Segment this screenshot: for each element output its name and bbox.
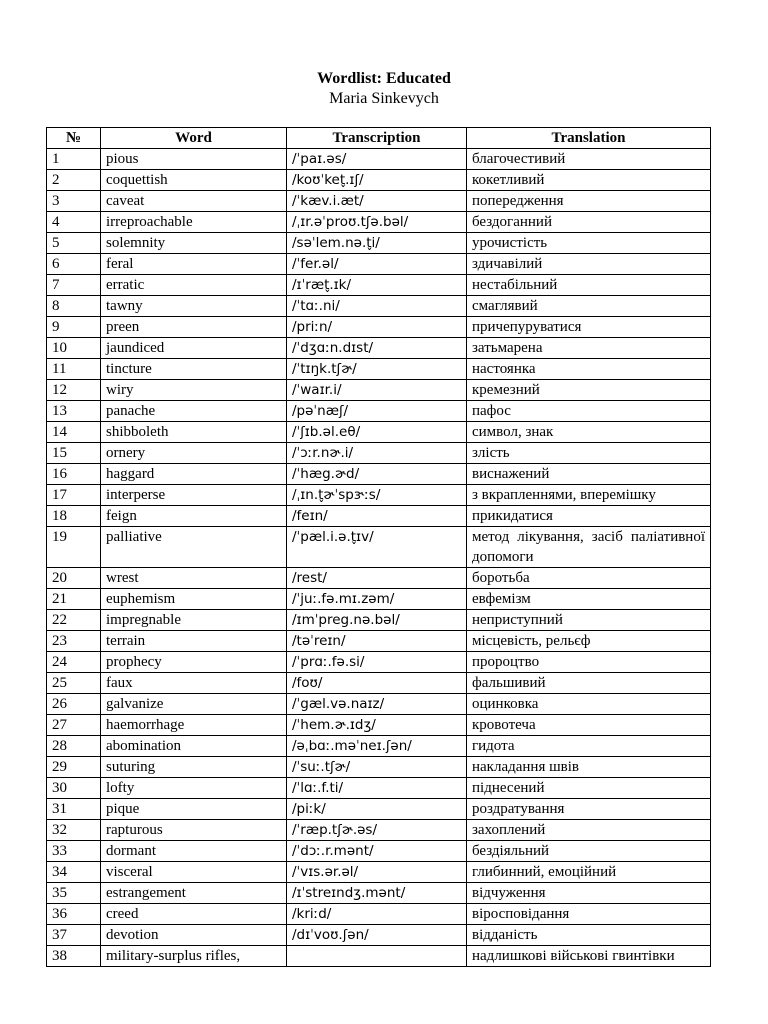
row-transcription: /kriːd/	[287, 904, 467, 925]
table-row	[47, 778, 711, 799]
row-word: visceral	[101, 862, 287, 883]
row-word: feign	[101, 506, 287, 527]
row-word: terrain	[101, 631, 287, 652]
row-number: 18	[47, 506, 101, 527]
table-row	[47, 568, 711, 589]
row-number: 2	[47, 170, 101, 191]
row-translation: відданість	[467, 925, 711, 946]
row-word: preen	[101, 317, 287, 338]
row-translation: накладання швів	[467, 757, 711, 778]
table-row	[47, 191, 711, 212]
row-transcription: /ɪˈræt̬.ɪk/	[287, 275, 467, 296]
table-row	[47, 422, 711, 443]
row-number: 5	[47, 233, 101, 254]
row-translation: кремезний	[467, 380, 711, 401]
table-row	[47, 904, 711, 925]
row-number: 11	[47, 359, 101, 380]
row-translation: оцинковка	[467, 694, 711, 715]
row-transcription: /feɪn/	[287, 506, 467, 527]
table-row	[47, 673, 711, 694]
row-word: coquettish	[101, 170, 287, 191]
row-word: ornery	[101, 443, 287, 464]
row-number: 14	[47, 422, 101, 443]
table-row	[47, 925, 711, 946]
row-number: 20	[47, 568, 101, 589]
row-word: creed	[101, 904, 287, 925]
row-transcription: /ˈʃɪb.əl.eθ/	[287, 422, 467, 443]
table-row	[47, 820, 711, 841]
row-translation: настоянка	[467, 359, 711, 380]
document-title: Wordlist: Educated	[317, 70, 451, 87]
table-row	[47, 170, 711, 191]
row-number: 24	[47, 652, 101, 673]
row-translation: здичавілий	[467, 254, 711, 275]
row-word: rapturous	[101, 820, 287, 841]
row-transcription: /əˌbɑː.məˈneɪ.ʃən/	[287, 736, 467, 757]
row-number: 38	[47, 946, 101, 967]
table-row	[47, 757, 711, 778]
row-word: haggard	[101, 464, 287, 485]
table-row	[47, 338, 711, 359]
row-word: panache	[101, 401, 287, 422]
table-row	[47, 799, 711, 820]
table-row	[47, 359, 711, 380]
table-row	[47, 694, 711, 715]
row-translation: бездоганний	[467, 212, 711, 233]
row-word: suturing	[101, 757, 287, 778]
table-body	[47, 149, 711, 967]
table-row	[47, 380, 711, 401]
row-transcription: /səˈlem.nə.t̬i/	[287, 233, 467, 254]
table-row	[47, 296, 711, 317]
table-row	[47, 317, 711, 338]
row-number: 19	[47, 527, 101, 568]
row-word: erratic	[101, 275, 287, 296]
row-transcription: /ˈlɑː.f.ti/	[287, 778, 467, 799]
row-word: euphemism	[101, 589, 287, 610]
row-transcription: /ˈtɪŋk.tʃɚ/	[287, 359, 467, 380]
row-translation: захоплений	[467, 820, 711, 841]
row-translation: глибинний, емоційний	[467, 862, 711, 883]
table-row	[47, 254, 711, 275]
table-row	[47, 149, 711, 170]
row-number: 27	[47, 715, 101, 736]
row-number: 8	[47, 296, 101, 317]
row-number: 9	[47, 317, 101, 338]
table-row	[47, 736, 711, 757]
row-transcription: /piːk/	[287, 799, 467, 820]
table-row	[47, 233, 711, 254]
row-transcription: /ˈhem.ɚ.ɪdʒ/	[287, 715, 467, 736]
row-transcription: /ɪmˈpreg.nə.bəl/	[287, 610, 467, 631]
row-translation: бездіяльний	[467, 841, 711, 862]
row-transcription: /ˈprɑː.fə.si/	[287, 652, 467, 673]
row-translation: причепуруватися	[467, 317, 711, 338]
table-row	[47, 883, 711, 904]
row-word: palliative	[101, 527, 287, 568]
table-row	[47, 841, 711, 862]
row-transcription: /ˈpæl.i.ə.t̬ɪv/	[287, 527, 467, 568]
row-number: 16	[47, 464, 101, 485]
row-word: wrest	[101, 568, 287, 589]
row-number: 13	[47, 401, 101, 422]
row-number: 29	[47, 757, 101, 778]
row-translation: евфемізм	[467, 589, 711, 610]
row-word: impregnable	[101, 610, 287, 631]
row-number: 26	[47, 694, 101, 715]
row-translation: пророцтво	[467, 652, 711, 673]
row-translation: боротьба	[467, 568, 711, 589]
row-word: interperse	[101, 485, 287, 506]
table-row	[47, 862, 711, 883]
row-translation: пафос	[467, 401, 711, 422]
row-word: devotion	[101, 925, 287, 946]
row-word: shibboleth	[101, 422, 287, 443]
row-word: irreproachable	[101, 212, 287, 233]
row-number: 33	[47, 841, 101, 862]
row-translation: прикидатися	[467, 506, 711, 527]
row-transcription: /ˈvɪs.ər.əl/	[287, 862, 467, 883]
row-number: 4	[47, 212, 101, 233]
header-number: №	[47, 128, 101, 149]
row-number: 31	[47, 799, 101, 820]
table-row	[47, 610, 711, 631]
table-row	[47, 212, 711, 233]
row-number: 7	[47, 275, 101, 296]
row-word: dormant	[101, 841, 287, 862]
row-word: jaundiced	[101, 338, 287, 359]
row-translation: благочестивий	[467, 149, 711, 170]
row-number: 23	[47, 631, 101, 652]
row-transcription: /təˈreɪn/	[287, 631, 467, 652]
row-translation: фальшивий	[467, 673, 711, 694]
row-translation: виснажений	[467, 464, 711, 485]
row-number: 15	[47, 443, 101, 464]
row-translation: з вкрапленнями, впеpемішку	[467, 485, 711, 506]
row-translation: відчуження	[467, 883, 711, 904]
row-number: 37	[47, 925, 101, 946]
row-number: 6	[47, 254, 101, 275]
wordlist-table	[46, 127, 711, 967]
row-number: 10	[47, 338, 101, 359]
table-row	[47, 589, 711, 610]
row-word: estrangement	[101, 883, 287, 904]
row-number: 22	[47, 610, 101, 631]
table-row	[47, 527, 711, 568]
row-number: 17	[47, 485, 101, 506]
table-row	[47, 631, 711, 652]
row-translation: місцевість, рельєф	[467, 631, 711, 652]
row-word: feral	[101, 254, 287, 275]
row-transcription: /priːn/	[287, 317, 467, 338]
row-transcription: /ˈjuː.fə.mɪ.zəm/	[287, 589, 467, 610]
table-header-row	[47, 128, 711, 149]
row-transcription: /ˈpaɪ.əs/	[287, 149, 467, 170]
row-translation: віросповідання	[467, 904, 711, 925]
row-transcription: /ˈkæv.i.æt/	[287, 191, 467, 212]
row-number: 12	[47, 380, 101, 401]
row-number: 34	[47, 862, 101, 883]
row-word: military-surplus rifles,	[101, 946, 287, 967]
row-number: 36	[47, 904, 101, 925]
row-number: 30	[47, 778, 101, 799]
row-transcription: /ˈtɑː.ni/	[287, 296, 467, 317]
row-transcription	[287, 946, 467, 967]
row-word: lofty	[101, 778, 287, 799]
row-translation: смаглявий	[467, 296, 711, 317]
row-translation: кокетливий	[467, 170, 711, 191]
row-transcription: /rest/	[287, 568, 467, 589]
row-transcription: /foʊ/	[287, 673, 467, 694]
row-transcription: /ˈræp.tʃɚ.əs/	[287, 820, 467, 841]
table-row	[47, 946, 711, 967]
row-transcription: /ˌɪn.t̬ɚˈspɝːs/	[287, 485, 467, 506]
row-translation: неприступний	[467, 610, 711, 631]
row-word: caveat	[101, 191, 287, 212]
row-word: prophecy	[101, 652, 287, 673]
row-transcription: /ˌɪr.əˈproʊ.tʃə.bəl/	[287, 212, 467, 233]
row-number: 35	[47, 883, 101, 904]
row-translation: гидота	[467, 736, 711, 757]
row-word: haemorrhage	[101, 715, 287, 736]
row-transcription: /ˈɔːr.nɚ.i/	[287, 443, 467, 464]
row-word: tawny	[101, 296, 287, 317]
row-translation: роздратування	[467, 799, 711, 820]
row-translation: затьмарена	[467, 338, 711, 359]
table-row	[47, 715, 711, 736]
row-transcription: /ɪˈstreɪndʒ.mənt/	[287, 883, 467, 904]
row-word: galvanize	[101, 694, 287, 715]
header-translation: Translation	[467, 128, 711, 149]
row-transcription: /ˈfer.əl/	[287, 254, 467, 275]
table-row	[47, 401, 711, 422]
row-translation: злість	[467, 443, 711, 464]
row-translation: надлишкові військові гвинтівки	[467, 946, 711, 967]
row-word: wiry	[101, 380, 287, 401]
table-row	[47, 464, 711, 485]
row-translation: кровотеча	[467, 715, 711, 736]
row-number: 3	[47, 191, 101, 212]
header-transcription: Transcription	[287, 128, 467, 149]
row-translation: нестабільний	[467, 275, 711, 296]
row-translation: попередження	[467, 191, 711, 212]
table-row	[47, 506, 711, 527]
document-author: Maria Sinkevych	[329, 90, 439, 107]
table-row	[47, 485, 711, 506]
row-word: pique	[101, 799, 287, 820]
row-word: faux	[101, 673, 287, 694]
row-transcription: /dɪˈvoʊ.ʃən/	[287, 925, 467, 946]
row-number: 25	[47, 673, 101, 694]
row-number: 1	[47, 149, 101, 170]
row-word: solemnity	[101, 233, 287, 254]
table-row	[47, 275, 711, 296]
row-transcription: /ˈdɔː.r.mənt/	[287, 841, 467, 862]
row-transcription: /ˈhæg.ɚd/	[287, 464, 467, 485]
row-transcription: /pəˈnæʃ/	[287, 401, 467, 422]
row-translation: метод лікування, засіб паліативної допомоги	[467, 527, 711, 568]
row-transcription: /koʊˈket̬.ɪʃ/	[287, 170, 467, 191]
row-translation: символ, знак	[467, 422, 711, 443]
table-row	[47, 443, 711, 464]
table-row	[47, 652, 711, 673]
row-word: abomination	[101, 736, 287, 757]
row-translation: урочистість	[467, 233, 711, 254]
row-word: pious	[101, 149, 287, 170]
row-transcription: /ˈgæl.və.naɪz/	[287, 694, 467, 715]
row-word: tincture	[101, 359, 287, 380]
row-translation: піднесений	[467, 778, 711, 799]
row-transcription: /ˈsuː.tʃɚ/	[287, 757, 467, 778]
header-word: Word	[101, 128, 287, 149]
row-transcription: /ˈwaɪr.i/	[287, 380, 467, 401]
row-number: 28	[47, 736, 101, 757]
row-number: 21	[47, 589, 101, 610]
row-number: 32	[47, 820, 101, 841]
row-transcription: /ˈdʒɑːn.dɪst/	[287, 338, 467, 359]
